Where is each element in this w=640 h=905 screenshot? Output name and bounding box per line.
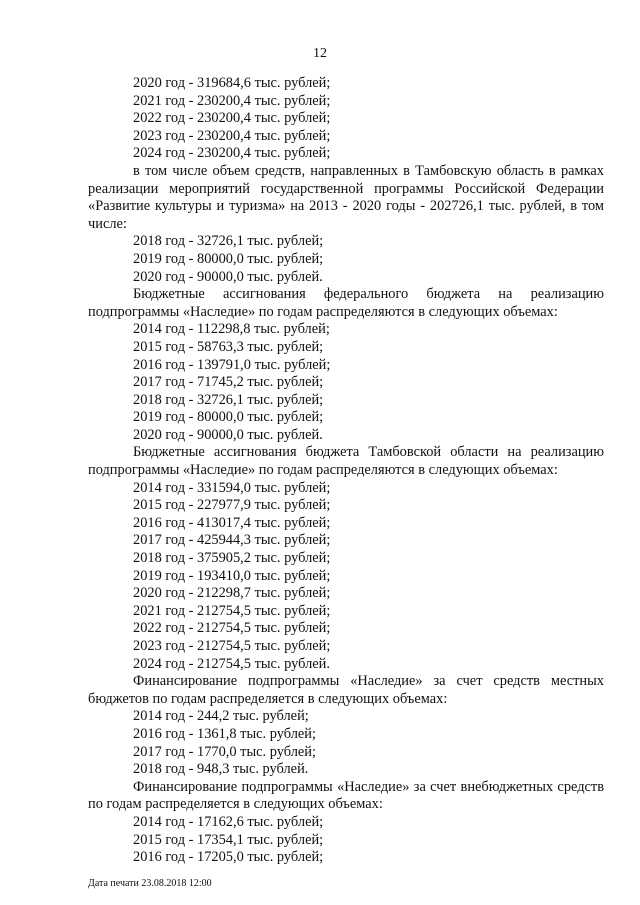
list-item: 2015 год - 17354,1 тыс. рублей; bbox=[133, 831, 324, 848]
paragraph-local-budgets: Финансирование подпрограммы «Наследие» за счет средств местных бюджетов по годам распределяется в следующих объемах: bbox=[88, 673, 604, 707]
list-item: 2023 год - 230200,4 тыс. рублей; bbox=[133, 127, 331, 144]
list-item: 2019 год - 80000,0 тыс. рублей; bbox=[133, 250, 324, 267]
paragraph-regional-budget: Бюджетные ассигнования бюджета Тамбовской области на реализацию подпрограммы «Наследие» по годам распределяются в следующих объемах: bbox=[88, 444, 604, 479]
year-list-block-6 bbox=[88, 814, 604, 867]
year-list-block-4 bbox=[88, 480, 604, 674]
list-item: 2021 год - 230200,4 тыс. рублей; bbox=[133, 92, 331, 109]
paragraph-federal-budget: Бюджетные ассигнования федерального бюджета на реализацию подпрограммы «Наследие» по годам распределяются в следующих объемах: bbox=[88, 286, 604, 320]
list-item: 2020 год - 212298,7 тыс. рублей; bbox=[133, 585, 331, 602]
year-list-block-3 bbox=[88, 321, 604, 444]
page-number: 12 bbox=[313, 46, 327, 61]
year-list-block-1 bbox=[88, 75, 604, 163]
list-item: 2018 год - 948,3 тыс. рублей. bbox=[133, 761, 309, 778]
list-item: 2017 год - 425944,3 тыс. рублей; bbox=[133, 532, 331, 549]
list-item: 2017 год - 1770,0 тыс. рублей; bbox=[133, 743, 316, 760]
list-item: 2014 год - 17162,6 тыс. рублей; bbox=[133, 813, 324, 830]
list-item: 2024 год - 230200,4 тыс. рублей; bbox=[133, 145, 331, 162]
list-item: 2016 год - 1361,8 тыс. рублей; bbox=[133, 725, 316, 742]
list-item: 2024 год - 212754,5 тыс. рублей. bbox=[133, 655, 330, 672]
year-list-block-2 bbox=[88, 233, 604, 286]
year-list-block-5 bbox=[88, 708, 604, 778]
paragraph-federal-program: в том числе объем средств, направленных в Тамбовскую область в рамках реализации мероприятий государственной программы Российской Федерации «Развитие культуры и туризма» на 2013 - 2020 годы - 202726,1 тыс. рублей, в том числе: bbox=[88, 162, 604, 232]
print-date-footer: Дата печати 23.08.2018 12:00 bbox=[88, 878, 212, 889]
document-body bbox=[88, 75, 604, 867]
list-item: 2021 год - 212754,5 тыс. рублей; bbox=[133, 602, 331, 619]
list-item: 2016 год - 17205,0 тыс. рублей; bbox=[133, 849, 324, 866]
list-item: 2015 год - 58763,3 тыс. рублей; bbox=[133, 338, 324, 355]
list-item: 2020 год - 90000,0 тыс. рублей. bbox=[133, 268, 323, 285]
list-item: 2015 год - 227977,9 тыс. рублей; bbox=[133, 497, 331, 514]
list-item: 2014 год - 331594,0 тыс. рублей; bbox=[133, 479, 331, 496]
list-item: 2018 год - 375905,2 тыс. рублей; bbox=[133, 550, 331, 567]
list-item: 2023 год - 212754,5 тыс. рублей; bbox=[133, 638, 331, 654]
list-item: 2014 год - 112298,8 тыс. рублей; bbox=[133, 321, 330, 338]
list-item: 2016 год - 139791,0 тыс. рублей; bbox=[133, 356, 331, 373]
list-item: 2019 год - 193410,0 тыс. рублей; bbox=[133, 567, 331, 584]
list-item: 2022 год - 212754,5 тыс. рублей; bbox=[133, 620, 331, 637]
list-item: 2017 год - 71745,2 тыс. рублей; bbox=[133, 374, 324, 391]
list-item: 2022 год - 230200,4 тыс. рублей; bbox=[133, 110, 331, 127]
list-item: 2016 год - 413017,4 тыс. рублей; bbox=[133, 514, 331, 531]
list-item: 2019 год - 80000,0 тыс. рублей; bbox=[133, 409, 324, 426]
list-item: 2018 год - 32726,1 тыс. рублей; bbox=[133, 233, 324, 250]
paragraph-extrabudgetary: Финансирование подпрограммы «Наследие» за счет внебюджетных средств по годам распределяется в следующих объемах: bbox=[88, 778, 604, 813]
list-item: 2020 год - 90000,0 тыс. рублей. bbox=[133, 426, 323, 443]
list-item: 2014 год - 244,2 тыс. рублей; bbox=[133, 708, 309, 725]
list-item: 2018 год - 32726,1 тыс. рублей; bbox=[133, 391, 324, 408]
list-item: 2020 год - 319684,6 тыс. рублей; bbox=[133, 75, 331, 91]
